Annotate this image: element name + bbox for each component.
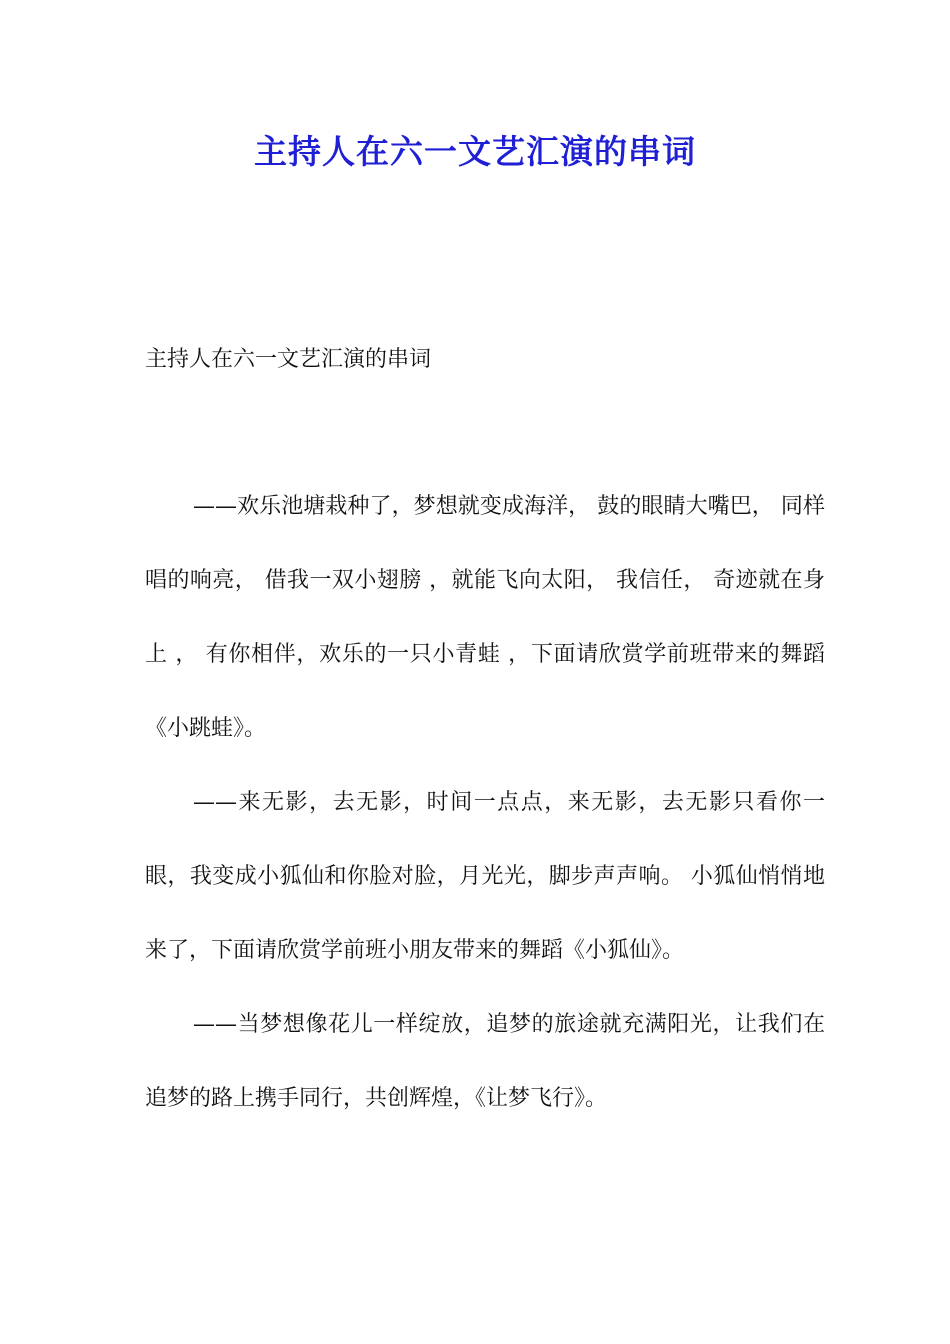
paragraph-3: ——当梦想像花儿一样绽放，追梦的旅途就充满阳光，让我们在追梦的路上携手同行，共创辉煌，《让梦飞行》。 [145,1012,825,1111]
document-body [145,470,825,1136]
paragraph-1: ——欢乐池塘栽种了，梦想就变成海洋， 鼓的眼睛大嘴巴， 同样唱的响亮， 借我一双小翅膀 ，就能飞向太阳， 我信任， 奇迹就在身上 ， 有你相伴，欢乐的一只小青蛙 ，下面请欣赏学前班带来的舞蹈《小跳蛙》。 [145,494,825,741]
document-subtitle: 主持人在六一文艺汇演的串词 [145,347,432,372]
document-title: 主持人在六一文艺汇演的串词 [254,132,696,171]
paragraph-2: ——来无影，去无影，时间一点点，来无影，去无影只看你一眼，我变成小狐仙和你脸对脸，月光光，脚步声声响。 小狐仙悄悄地来了，下面请欣赏学前班小朋友带来的舞蹈《小狐仙》。 [145,790,825,963]
